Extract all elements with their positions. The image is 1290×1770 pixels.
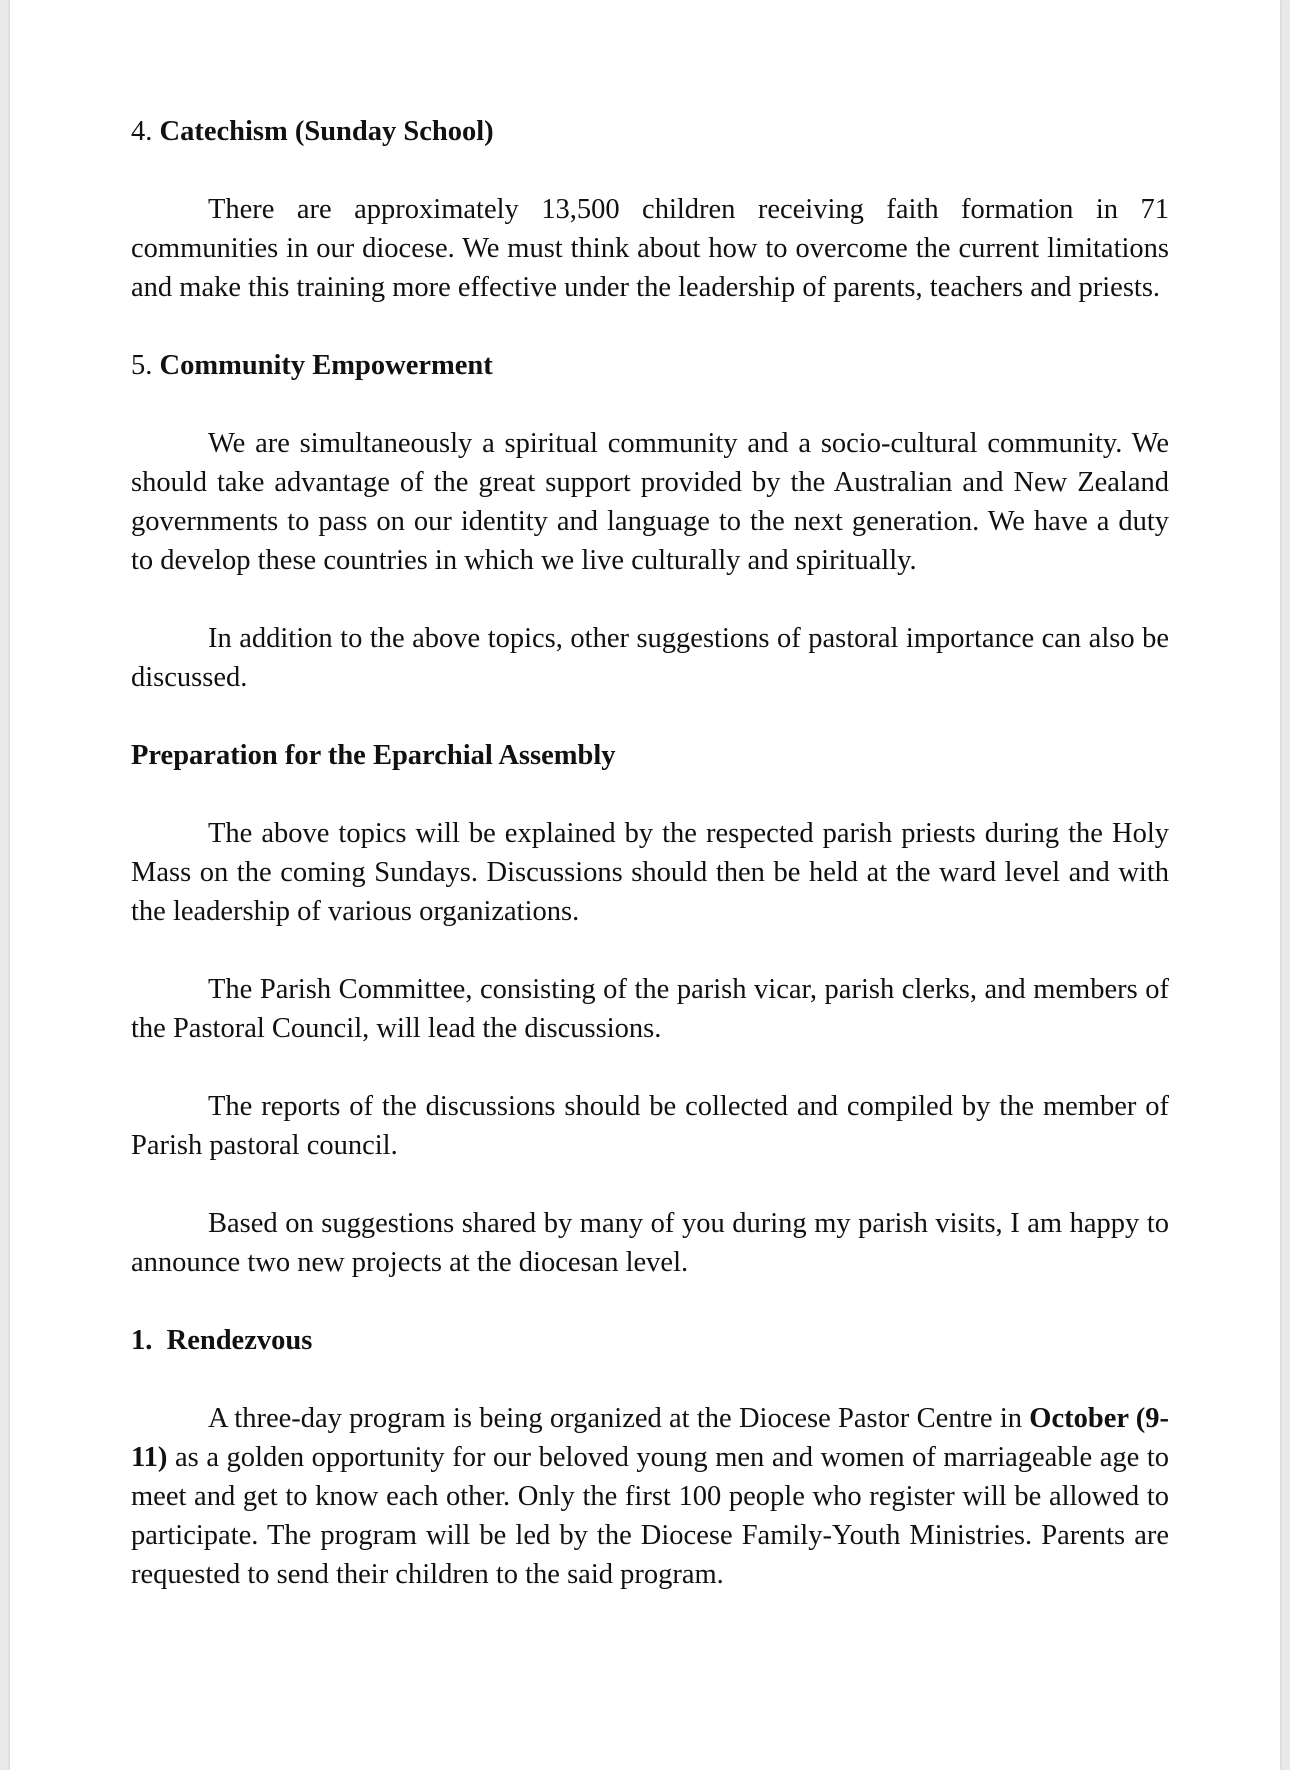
- heading-title: Preparation for the Eparchial Assembly: [131, 740, 616, 771]
- paragraph-new-projects: Based on suggestions shared by many of you during my parish visits, I am happy to announce two new projects at the diocesan level.: [131, 1208, 1169, 1278]
- paragraph-reports: The reports of the discussions should be collected and compiled by the member of Parish pastoral council.: [131, 1091, 1169, 1161]
- paragraph-rendezvous: [131, 1399, 1169, 1594]
- document-body: [131, 112, 1169, 1633]
- paragraph-text: as a golden opportunity for our beloved young men and women of marriageable age to meet and get to know each other. Only the first 100 people who register will be allowed to participate. The program will be led by the Diocese Family-Youth Ministries. Parents are requested to send their children to the said program.: [131, 1442, 1169, 1590]
- heading-number: 4.: [131, 116, 160, 147]
- heading-number: 5.: [131, 350, 160, 381]
- paragraph-text: A three-day program is being organized at the Diocese Pastor Centre in: [208, 1403, 1030, 1434]
- heading-title: Catechism (Sunday School): [159, 116, 494, 147]
- heading-title: 1. Rendezvous: [131, 1325, 313, 1356]
- event-date: October (9-11): [131, 1403, 1169, 1473]
- section-heading-rendezvous: [131, 1321, 1169, 1360]
- section-heading-catechism: [131, 112, 1169, 151]
- section-heading-preparation: [131, 736, 1169, 775]
- paragraph-topics-explained: The above topics will be explained by the respected parish priests during the Holy Mass on the coming Sundays. Discussions should then be held at the ward level and with the leadership of various organizations.: [131, 818, 1169, 927]
- paragraph-community: We are simultaneously a spiritual community and a socio-cultural community. We should take advantage of the great support provided by the Australian and New Zealand governments to pass on our identity and language to the next generation. We have a duty to develop these countries in which we live culturally and spiritually.: [131, 428, 1169, 576]
- paragraph-parish-committee: The Parish Committee, consisting of the parish vicar, parish clerks, and members of the Pastoral Council, will lead the discussions.: [131, 974, 1169, 1044]
- heading-title: Community Empowerment: [159, 350, 493, 381]
- paragraph-catechism: There are approximately 13,500 children receiving faith formation in 71 communities in our diocese. We must think about how to overcome the current limitations and make this training more effective under the leadership of parents, teachers and priests.: [131, 194, 1169, 303]
- section-heading-community: [131, 346, 1169, 385]
- document-page: [10, 0, 1280, 1770]
- paragraph-other-topics: In addition to the above topics, other suggestions of pastoral importance can also be discussed.: [131, 623, 1169, 693]
